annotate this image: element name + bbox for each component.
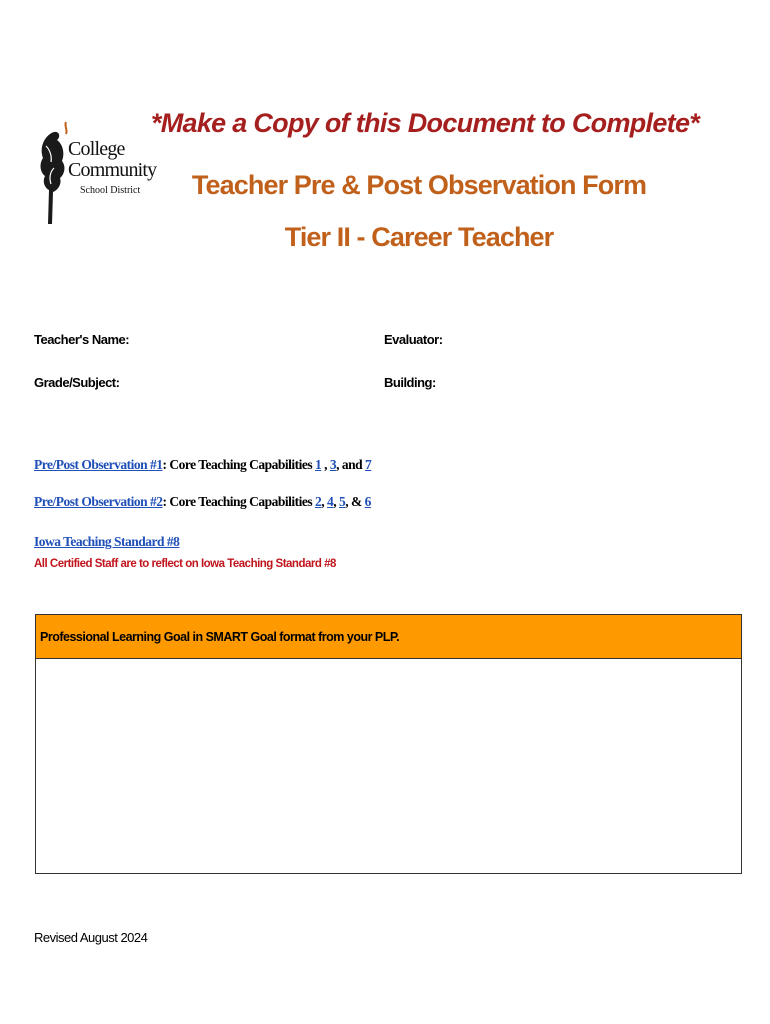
separator: , &: [345, 494, 365, 509]
logo-text-line1: College: [68, 138, 125, 160]
separator: , and: [336, 457, 366, 472]
evaluator-field: Evaluator:: [384, 332, 443, 347]
grade-subject-field: Grade/Subject:: [34, 375, 120, 390]
capability-7-link[interactable]: 7: [365, 457, 372, 472]
certified-staff-note: All Certified Staff are to reflect on Iowa Teaching Standard #8: [34, 558, 336, 570]
capability-5-link[interactable]: 5: [339, 494, 346, 509]
smart-goal-input-area[interactable]: [36, 659, 741, 873]
logo-text-line3: School District: [80, 185, 141, 196]
separator: ,: [333, 494, 340, 509]
smart-goal-header: [36, 615, 741, 659]
separator: ,: [321, 457, 330, 472]
observation-1-link[interactable]: Pre/Post Observation #1: [34, 457, 163, 472]
observation-1-text: : Core Teaching Capabilities: [162, 457, 316, 472]
logo-text-line2: Community: [68, 159, 157, 181]
revised-date: Revised August 2024: [34, 930, 148, 945]
building-field: Building:: [384, 375, 436, 390]
observation-2-text: : Core Teaching Capabilities: [162, 494, 316, 509]
separator: ,: [321, 494, 328, 509]
copy-notice: *Make a Copy of this Document to Complete*: [150, 108, 700, 138]
smart-goal-header-text: Professional Learning Goal in SMART Goal format from your PLP.: [40, 629, 400, 644]
capability-4-link[interactable]: 4: [327, 494, 334, 509]
teacher-name-field: Teacher's Name:: [34, 332, 130, 347]
smart-goal-section: [35, 614, 742, 874]
observation-1-line: [34, 457, 371, 473]
capability-2-link[interactable]: 2: [315, 494, 322, 509]
observation-2-line: [34, 494, 371, 510]
capability-1-link[interactable]: 1: [315, 457, 322, 472]
capability-3-link[interactable]: 3: [329, 457, 337, 472]
form-title: Teacher Pre & Post Observation Form: [191, 170, 647, 200]
observation-2-link[interactable]: Pre/Post Observation #2: [34, 494, 163, 509]
iowa-standard-link[interactable]: Iowa Teaching Standard #8: [34, 534, 180, 549]
tier-subtitle: Tier II - Career Teacher: [284, 222, 554, 252]
capability-6-link[interactable]: 6: [364, 494, 371, 509]
